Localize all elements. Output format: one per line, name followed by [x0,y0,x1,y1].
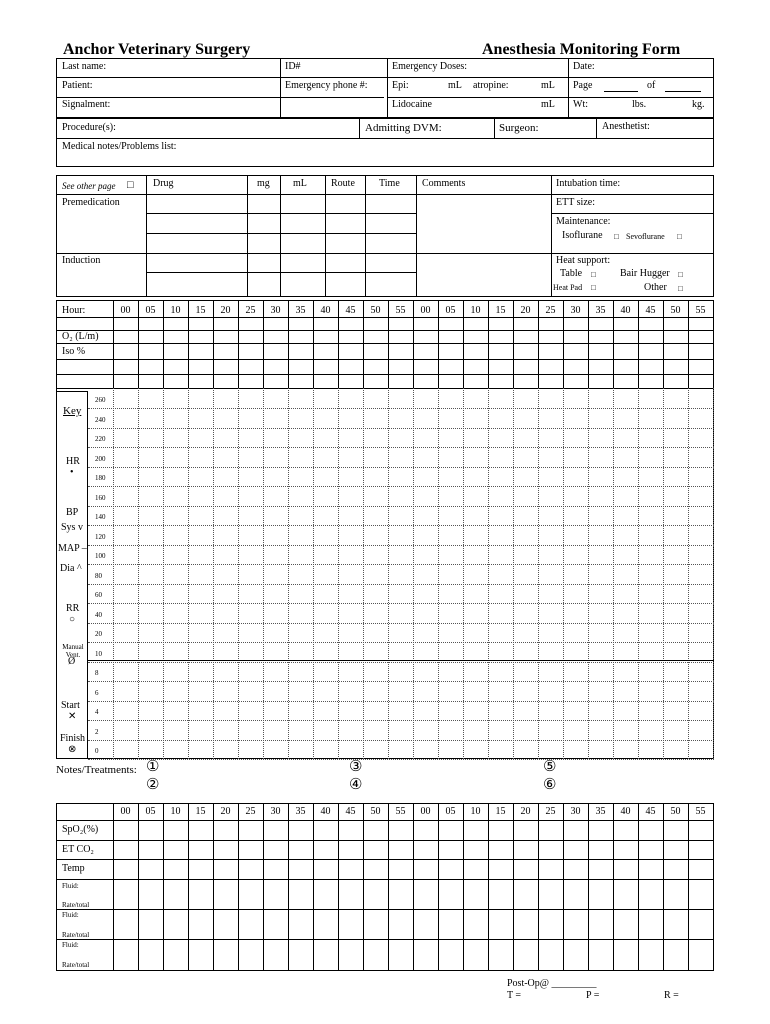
minute-header-bottom: 20 [520,806,531,817]
grid-line [613,388,614,759]
minute-header: 50 [670,305,681,316]
grid-line [56,317,714,318]
rr-symbol: ○ [69,614,76,625]
minute-header-bottom: 35 [595,806,606,817]
minute-header-bottom: 05 [445,806,456,817]
minute-header-bottom: 35 [295,806,306,817]
signalment-label: Signalment: [62,99,111,110]
mg-header: mg [257,178,270,189]
grid-line [413,803,414,971]
minute-header-bottom: 25 [545,806,556,817]
note-marker-4: ④ [349,777,363,793]
drug-header: Drug [153,178,174,189]
minute-header: 30 [270,305,281,316]
grid-line [363,803,364,971]
bair-hugger-checkbox[interactable]: □ [678,270,683,279]
time-header: Time [379,178,400,189]
hour-label: Hour: [62,305,86,316]
grid-line [513,388,514,759]
dia-label: Dia ^ [60,563,82,574]
grid-line [438,803,439,971]
grid-line [188,388,189,759]
of-label: of [647,80,656,91]
fluid-3-label: Fluid: [62,941,79,949]
grid-line [413,388,414,759]
grid-line [138,803,139,971]
minute-header-bottom: 40 [320,806,331,817]
epi-ml: mL [448,80,462,91]
minute-header: 30 [570,305,581,316]
o2-label: O₂ (L/m) [62,331,99,342]
grid-line [313,388,314,759]
emergency-phone-label: Emergency phone #: [285,80,368,91]
rate-total-3-label: Rate/total [62,961,90,969]
grid-line [88,467,714,468]
grid-line [713,300,714,388]
grid-line [56,330,714,331]
rr-label: RR [66,603,80,614]
scale-tick-label: 40 [95,610,102,619]
patient-label: Patient: [62,80,93,91]
grid-line [663,803,664,971]
note-marker-5: ⑤ [543,759,557,775]
finish-symbol: ⊗ [68,744,77,755]
heat-pad-label: Heat Pad [553,283,583,292]
grid-line [488,803,489,971]
see-other-page-checkbox[interactable]: □ [127,179,134,191]
grid-line [538,803,539,971]
vitals-grid [56,803,714,971]
scale-tick-label: 2 [95,727,99,736]
grid-line [88,584,714,585]
note-marker-2: ② [146,777,160,793]
map-label: MAP – [58,543,87,554]
intubation-time-label: Intubation time: [556,178,621,189]
minute-header-bottom: 20 [220,806,231,817]
grid-line [338,388,339,759]
postop-label: Post-Op@ _________ [507,978,597,989]
temp-label: Temp [62,863,85,874]
lidocaine-label: Lidocaine [392,99,432,110]
grid-line [88,662,714,663]
admitting-dvm-label: Admitting DVM: [365,122,442,134]
scale-tick-label: 8 [95,669,99,677]
postop-p-label: P = [586,990,600,1001]
maintenance-label: Maintenance: [556,216,611,227]
grid-line [463,388,464,759]
grid-line [56,840,714,841]
grid-line [88,603,714,604]
grid-line [56,359,714,360]
scale-tick-label: 0 [95,747,99,755]
grid-line [263,388,264,759]
grid-line [88,623,714,624]
minute-header: 15 [495,305,506,316]
minute-header: 00 [420,305,431,316]
notes-label: Notes/Treatments: [56,764,137,776]
rate-total-1-label: Rate/total [62,901,90,909]
minute-header: 20 [220,305,231,316]
bair-hugger-label: Bair Hugger [620,268,670,279]
grid-line [88,506,714,507]
other-label: Other [644,282,667,293]
grid-line [363,388,364,759]
induction-label: Induction [62,255,101,266]
finish-label: Finish [60,733,86,744]
grid-line [56,939,714,940]
spo2-label: SpO₂(%) [62,824,99,835]
fluid-2-label: Fluid: [62,911,79,919]
minute-header: 55 [695,305,706,316]
grid-line [713,388,714,759]
sevoflurane-checkbox[interactable]: □ [677,232,682,241]
minute-header-bottom: 55 [695,806,706,817]
grid-line [88,642,714,643]
grid-line [513,803,514,971]
minute-header: 15 [195,305,206,316]
grid-line [88,681,714,682]
date-label: Date: [573,61,595,72]
scale-tick-label: 100 [95,552,106,560]
grid-line [163,803,164,971]
minute-header: 05 [445,305,456,316]
grid-line [163,388,164,759]
scale-tick-label: 160 [95,493,106,502]
minute-header-bottom: 50 [670,806,681,817]
grid-line [113,388,114,759]
lidocaine-ml: mL [541,99,555,110]
comments-header: Comments [422,178,466,189]
grid-line [613,803,614,971]
scale-tick-label: 4 [95,708,99,716]
epi-label: Epi: [392,80,409,91]
grid-line [463,803,464,971]
grid-line [56,374,714,375]
medical-notes-label: Medical notes/Problems list: [62,141,177,152]
heat-support-label: Heat support: [556,255,611,266]
grid-line [588,388,589,759]
scale-tick-label: 6 [95,688,99,697]
minute-header: 35 [295,305,306,316]
lbs-label: lbs. [632,99,647,110]
minute-header-bottom: 05 [145,806,156,817]
grid-line [88,759,714,760]
scale-tick-label: 200 [95,454,106,463]
start-symbol: ✕ [68,711,77,722]
grid-line [313,803,314,971]
iso-label: Iso % [62,346,86,357]
manual-vent-symbol: Ø [68,656,76,667]
minute-header-bottom: 15 [495,806,506,817]
grid-line [338,803,339,971]
minute-header: 45 [645,305,656,316]
scale-tick-label: 180 [95,474,106,482]
table-checkbox[interactable]: □ [591,270,596,279]
scale-tick-label: 80 [95,571,102,580]
last-name-label: Last name: [62,61,107,72]
minute-header: 25 [545,305,556,316]
rate-total-2-label: Rate/total [62,931,90,939]
note-marker-3: ③ [349,759,363,775]
grid-line [263,803,264,971]
sevoflurane-label: Sevoflurane [626,232,665,241]
grid-line [138,388,139,759]
grid-line [438,388,439,759]
minute-header-bottom: 00 [420,806,431,817]
grid-line [88,701,714,702]
minute-header-bottom: 00 [120,806,131,817]
monitoring-grid [56,300,714,759]
scale-tick-label: 10 [95,649,102,658]
grid-line [88,486,714,487]
minute-header: 40 [620,305,631,316]
scale-tick-label: 240 [95,415,106,424]
minute-header-bottom: 15 [195,806,206,817]
minute-header: 35 [595,305,606,316]
fluid-1-label: Fluid: [62,882,79,890]
minute-header: 20 [520,305,531,316]
grid-line [88,525,714,526]
grid-line [213,803,214,971]
scale-tick-label: 60 [95,591,102,599]
minute-header-bottom: 50 [370,806,381,817]
form-title: Anesthesia Monitoring Form [482,41,681,58]
grid-line [56,343,714,344]
postop-r-label: R = [664,990,679,1001]
see-other-page-label: See other page [62,181,116,191]
kg-label: kg. [692,99,705,110]
grid-line [563,803,564,971]
grid-line [88,447,714,448]
isoflurane-checkbox[interactable]: □ [614,232,619,241]
grid-line [713,803,714,971]
note-marker-1: ① [146,759,160,775]
id-label: ID# [285,61,301,72]
grid-line [538,388,539,759]
atropine-ml: mL [541,80,555,91]
manual-vent-label: Manual Vent. [62,643,84,659]
isoflurane-label: Isoflurane [562,230,603,241]
grid-line [288,388,289,759]
minute-header-bottom: 25 [245,806,256,817]
minute-header: 50 [370,305,381,316]
scale-tick-label: 260 [95,396,106,404]
scale-tick-label: 20 [95,630,102,638]
grid-line [56,859,714,860]
grid-line [488,388,489,759]
minute-header-bottom: 30 [270,806,281,817]
minute-header: 45 [345,305,356,316]
sys-label: Sys v [61,522,83,533]
grid-line [663,388,664,759]
note-marker-6: ⑥ [543,777,557,793]
ml-header: mL [293,178,307,189]
grid-line [388,388,389,759]
grid-line [88,428,714,429]
bp-label: BP [66,507,79,518]
grid-line [688,388,689,759]
minute-header-bottom: 40 [620,806,631,817]
start-label: Start [61,700,80,711]
scale-divider [88,660,714,661]
minute-header: 25 [245,305,256,316]
procedures-label: Procedure(s): [62,122,116,133]
minute-header-bottom: 45 [645,806,656,817]
grid-line [113,803,114,971]
grid-line [388,803,389,971]
minute-header: 10 [170,305,181,316]
grid-line [188,803,189,971]
grid-line [56,388,714,389]
minute-header-bottom: 10 [470,806,481,817]
scale-tick-label: 220 [95,435,106,443]
grid-line [288,803,289,971]
minute-header: 05 [145,305,156,316]
hr-label: HR [66,456,80,467]
minute-header-bottom: 30 [570,806,581,817]
grid-line [238,388,239,759]
grid-line [88,564,714,565]
postop-t-label: T = [507,990,522,1001]
premedication-label: Premedication [62,197,120,208]
grid-line [638,803,639,971]
minute-header-bottom: 55 [395,806,406,817]
grid-line [238,803,239,971]
grid-line [56,909,714,910]
patient-info-box [56,58,714,118]
etco2-label: ET CO₂ [62,844,94,855]
grid-line [88,720,714,721]
grid-line [56,820,714,821]
clinic-name: Anchor Veterinary Surgery [63,41,251,58]
table-label: Table [560,268,583,279]
grid-line [88,740,714,741]
emergency-doses-label: Emergency Doses: [392,61,468,72]
grid-line [88,408,714,409]
grid-line [638,388,639,759]
minute-header: 55 [395,305,406,316]
grid-line [88,545,714,546]
scale-tick-label: 120 [95,532,106,541]
minute-header: 10 [470,305,481,316]
grid-line [563,388,564,759]
heat-pad-checkbox[interactable]: □ [591,283,596,292]
other-checkbox[interactable]: □ [678,284,683,293]
hr-symbol: • [70,467,74,478]
minute-header-bottom: 10 [170,806,181,817]
scale-tick-label: 140 [95,513,106,521]
grid-line [688,803,689,971]
key-label: Key [63,405,82,417]
page-label: Page [573,80,593,91]
grid-line [56,879,714,880]
atropine-label: atropine: [473,80,509,91]
route-header: Route [331,178,355,189]
grid-line [213,388,214,759]
minute-header-bottom: 45 [345,806,356,817]
grid-line [588,803,589,971]
minute-header: 40 [320,305,331,316]
surgeon-label: Surgeon: [499,122,539,134]
ett-size-label: ETT size: [556,197,595,208]
anesthetist-label: Anesthetist: [602,121,650,132]
minute-header: 00 [120,305,131,316]
wt-label: Wt: [573,99,588,110]
